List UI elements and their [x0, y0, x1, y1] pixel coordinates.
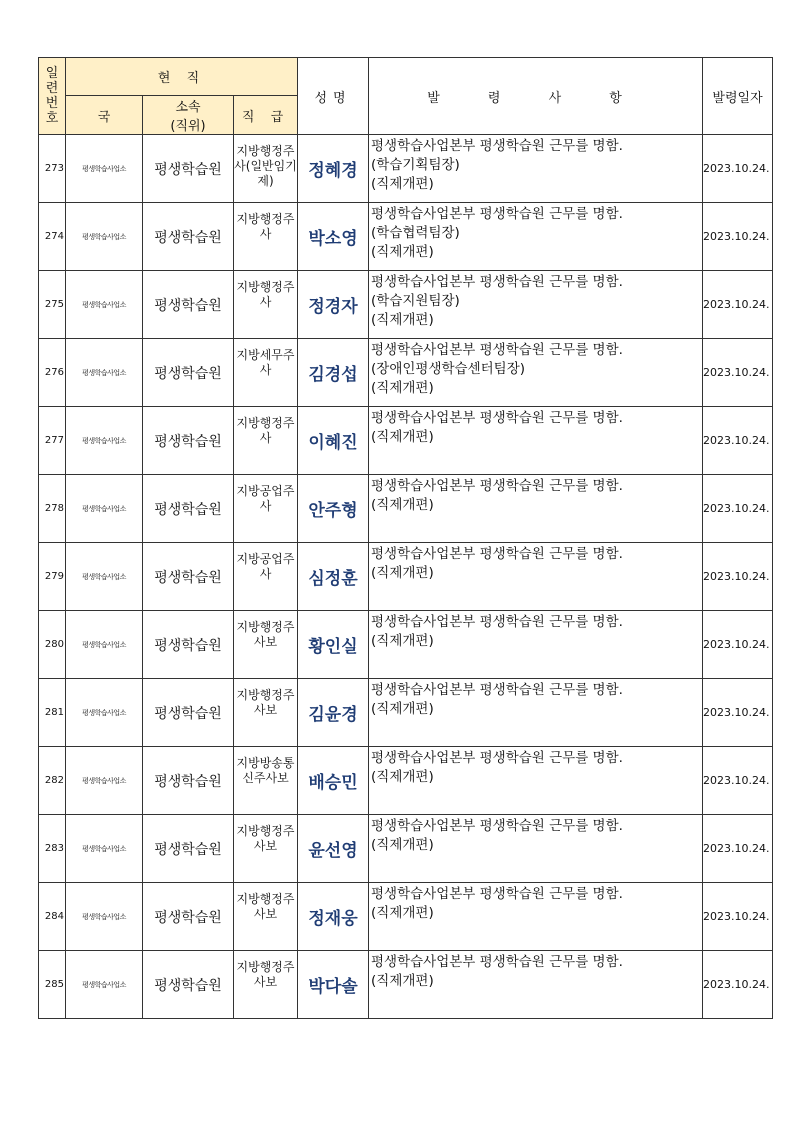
rank-cell: 지방행정주사 — [234, 271, 298, 339]
order-cell — [369, 611, 703, 679]
table-body — [39, 135, 773, 1019]
order-line: (직제개편) — [371, 769, 434, 785]
rank-cell: 지방행정주사보 — [234, 815, 298, 883]
rank-cell: 지방세무주사 — [234, 339, 298, 407]
department-cell: 평생학습원 — [143, 815, 234, 883]
order-line: (직제개편) — [371, 701, 434, 717]
name-cell: 황인실 — [298, 611, 369, 679]
order-cell — [369, 135, 703, 203]
order-line: 평생학습사업본부 평생학습원 근무를 명함. — [371, 818, 623, 834]
order-cell — [369, 883, 703, 951]
date-cell: 2023.10.24. — [703, 475, 773, 543]
order-cell — [369, 747, 703, 815]
order-cell — [369, 951, 703, 1019]
order-line: (직제개편) — [371, 497, 434, 513]
rank-cell: 지방행정주사보 — [234, 951, 298, 1019]
department-cell: 평생학습원 — [143, 135, 234, 203]
order-line: (직제개편) — [371, 633, 434, 649]
table-row — [39, 747, 773, 815]
department-cell: 평생학습원 — [143, 679, 234, 747]
name-header: 성명 — [298, 58, 369, 135]
order-line: 평생학습사업본부 평생학습원 근무를 명함. — [371, 342, 623, 358]
rank-cell: 지방행정주사 — [234, 203, 298, 271]
department-cell: 평생학습원 — [143, 883, 234, 951]
date-cell: 2023.10.24. — [703, 543, 773, 611]
name-cell: 김윤경 — [298, 679, 369, 747]
serial-number-cell: 280 — [39, 611, 66, 679]
serial-number-cell: 283 — [39, 815, 66, 883]
serial-number-cell: 284 — [39, 883, 66, 951]
name-cell: 정경자 — [298, 271, 369, 339]
serial-number-cell: 285 — [39, 951, 66, 1019]
department-cell: 평생학습원 — [143, 543, 234, 611]
name-cell: 안주형 — [298, 475, 369, 543]
table-row — [39, 475, 773, 543]
date-cell: 2023.10.24. — [703, 951, 773, 1019]
order-line: 평생학습사업본부 평생학습원 근무를 명함. — [371, 274, 623, 290]
rank-cell: 지방행정주사(일반임기제) — [234, 135, 298, 203]
order-line: (직제개편) — [371, 176, 434, 192]
rank-header: 직 급 — [234, 96, 298, 135]
rank-cell: 지방방송통신주사보 — [234, 747, 298, 815]
name-cell: 정재웅 — [298, 883, 369, 951]
bureau-cell: 평생학습사업소 — [66, 679, 143, 747]
order-cell — [369, 339, 703, 407]
table-row — [39, 679, 773, 747]
order-line: (학습지원팀장) — [371, 293, 460, 309]
table-row — [39, 339, 773, 407]
date-cell: 2023.10.24. — [703, 611, 773, 679]
rank-cell: 지방행정주사 — [234, 407, 298, 475]
order-line: (직제개편) — [371, 429, 434, 445]
bureau-header: 국 — [66, 96, 143, 135]
date-cell: 2023.10.24. — [703, 135, 773, 203]
order-line: 평생학습사업본부 평생학습원 근무를 명함. — [371, 138, 623, 154]
name-cell: 배승민 — [298, 747, 369, 815]
bureau-cell: 평생학습사업소 — [66, 883, 143, 951]
rank-cell: 지방공업주사 — [234, 475, 298, 543]
serial-number-cell: 275 — [39, 271, 66, 339]
date-cell: 2023.10.24. — [703, 883, 773, 951]
order-line: (장애인평생학습센터팀장) — [371, 361, 525, 377]
serial-number-cell: 278 — [39, 475, 66, 543]
serial-number-cell: 276 — [39, 339, 66, 407]
department-cell: 평생학습원 — [143, 747, 234, 815]
order-line: 평생학습사업본부 평생학습원 근무를 명함. — [371, 546, 623, 562]
current-position-header: 현 직 — [66, 58, 298, 96]
name-cell: 정혜경 — [298, 135, 369, 203]
rank-cell: 지방행정주사보 — [234, 883, 298, 951]
date-cell: 2023.10.24. — [703, 339, 773, 407]
bureau-cell: 평생학습사업소 — [66, 135, 143, 203]
personnel-order-table — [38, 57, 773, 1019]
name-cell: 심정훈 — [298, 543, 369, 611]
table-row — [39, 271, 773, 339]
bureau-cell: 평생학습사업소 — [66, 475, 143, 543]
table-row — [39, 543, 773, 611]
order-line: 평생학습사업본부 평생학습원 근무를 명함. — [371, 750, 623, 766]
name-cell: 박소영 — [298, 203, 369, 271]
serial-number-cell: 273 — [39, 135, 66, 203]
serial-number-cell: 281 — [39, 679, 66, 747]
order-cell — [369, 679, 703, 747]
table-row — [39, 951, 773, 1019]
bureau-cell: 평생학습사업소 — [66, 543, 143, 611]
department-cell: 평생학습원 — [143, 951, 234, 1019]
order-line: (직제개편) — [371, 565, 434, 581]
rank-cell: 지방행정주사보 — [234, 679, 298, 747]
bureau-cell: 평생학습사업소 — [66, 271, 143, 339]
serial-number-cell: 274 — [39, 203, 66, 271]
order-cell — [369, 407, 703, 475]
order-line: (직제개편) — [371, 312, 434, 328]
date-cell: 2023.10.24. — [703, 407, 773, 475]
date-cell: 2023.10.24. — [703, 815, 773, 883]
table-header — [39, 58, 773, 135]
department-header: 소속 (직위) — [143, 96, 234, 135]
order-line: (학습기획팀장) — [371, 157, 460, 173]
name-cell: 김경섭 — [298, 339, 369, 407]
order-cell — [369, 271, 703, 339]
order-line: 평생학습사업본부 평생학습원 근무를 명함. — [371, 886, 623, 902]
bureau-cell: 평생학습사업소 — [66, 203, 143, 271]
order-line: 평생학습사업본부 평생학습원 근무를 명함. — [371, 954, 623, 970]
order-line: (직제개편) — [371, 973, 434, 989]
date-cell: 2023.10.24. — [703, 203, 773, 271]
serial-number-cell: 282 — [39, 747, 66, 815]
department-cell: 평생학습원 — [143, 339, 234, 407]
department-cell: 평생학습원 — [143, 407, 234, 475]
order-header: 발 령 사 항 — [369, 58, 703, 135]
table-row — [39, 203, 773, 271]
name-cell: 박다솔 — [298, 951, 369, 1019]
serial-number-cell: 277 — [39, 407, 66, 475]
order-line: (직제개편) — [371, 837, 434, 853]
bureau-cell: 평생학습사업소 — [66, 951, 143, 1019]
bureau-cell: 평생학습사업소 — [66, 339, 143, 407]
bureau-cell: 평생학습사업소 — [66, 815, 143, 883]
table-row — [39, 883, 773, 951]
table-row — [39, 135, 773, 203]
order-line: 평생학습사업본부 평생학습원 근무를 명함. — [371, 682, 623, 698]
serial-number-cell: 279 — [39, 543, 66, 611]
order-line: (직제개편) — [371, 380, 434, 396]
order-line: 평생학습사업본부 평생학습원 근무를 명함. — [371, 478, 623, 494]
order-cell — [369, 543, 703, 611]
serial-number-header: 일 련 번 호 — [39, 58, 66, 135]
order-line: 평생학습사업본부 평생학습원 근무를 명함. — [371, 410, 623, 426]
bureau-cell: 평생학습사업소 — [66, 747, 143, 815]
rank-cell: 지방공업주사 — [234, 543, 298, 611]
rank-cell: 지방행정주사보 — [234, 611, 298, 679]
order-line: (학습협력팀장) — [371, 225, 460, 241]
bureau-cell: 평생학습사업소 — [66, 407, 143, 475]
department-cell: 평생학습원 — [143, 271, 234, 339]
date-cell: 2023.10.24. — [703, 271, 773, 339]
order-line: (직제개편) — [371, 244, 434, 260]
order-cell — [369, 815, 703, 883]
date-header: 발령일자 — [703, 58, 773, 135]
date-cell: 2023.10.24. — [703, 747, 773, 815]
department-cell: 평생학습원 — [143, 203, 234, 271]
name-cell: 윤선영 — [298, 815, 369, 883]
department-cell: 평생학습원 — [143, 611, 234, 679]
order-cell — [369, 203, 703, 271]
date-cell: 2023.10.24. — [703, 679, 773, 747]
order-line: (직제개편) — [371, 905, 434, 921]
table-row — [39, 611, 773, 679]
bureau-cell: 평생학습사업소 — [66, 611, 143, 679]
name-cell: 이혜진 — [298, 407, 369, 475]
department-cell: 평생학습원 — [143, 475, 234, 543]
order-line: 평생학습사업본부 평생학습원 근무를 명함. — [371, 206, 623, 222]
order-line: 평생학습사업본부 평생학습원 근무를 명함. — [371, 614, 623, 630]
table-row — [39, 815, 773, 883]
order-cell — [369, 475, 703, 543]
table-row — [39, 407, 773, 475]
